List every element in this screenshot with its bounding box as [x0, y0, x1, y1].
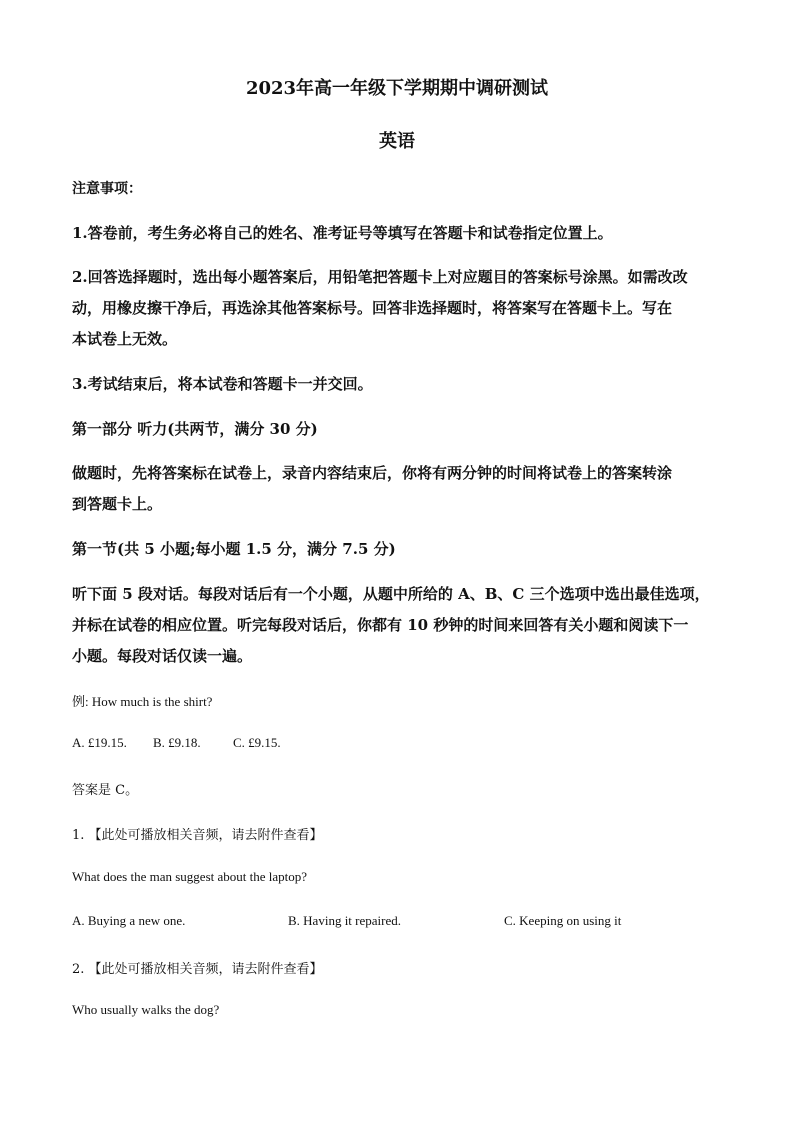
question-1-option-a: A. Buying a new one. [72, 913, 186, 928]
question-1-audio-link[interactable]: 1. 【此处可播放相关音频，请去附件查看】 [72, 828, 323, 843]
question-1-option-b: B. Having it repaired. [288, 913, 401, 928]
question-1-option-c: C. Keeping on using it [504, 913, 622, 928]
example-option-c: C. £9.15. [233, 735, 281, 750]
example-answer: 答案是 C。 [72, 783, 139, 798]
notes-item-2-line-2: 动，用橡皮擦干净后，再选涂其他答案标号。回答非选择题时，将答案写在答题卡上。写在 [72, 299, 673, 317]
question-1-text: What does the man suggest about the laptop? [72, 869, 308, 884]
example-option-b: B. £9.18. [153, 735, 201, 750]
example-question: 例: How much is the shirt? [72, 694, 213, 709]
subject-title: 英语 [379, 131, 415, 152]
question-2-text: Who usually walks the dog? [72, 1002, 220, 1017]
section1-instructions-line-1: 听下面 5 段对话。每段对话后有一个小题，从题中所给的 A、B、C 三个选项中选出最佳选项， [72, 585, 710, 603]
question-1-options [72, 913, 722, 931]
question-2-audio-link[interactable]: 2. 【此处可播放相关音频，请去附件查看】 [72, 962, 323, 977]
notes-item-2-line-3: 本试卷上无效。 [72, 330, 178, 348]
section1-heading: 第一节(共 5 小题;每小题 1.5 分，满分 7.5 分) [72, 540, 396, 558]
example-options [72, 735, 722, 753]
example-option-a: A. £19.15. [72, 735, 127, 750]
exam-title: 2023年高一年级下学期期中调研测试 [245, 78, 549, 99]
notes-heading: 注意事项： [72, 181, 142, 197]
section1-instructions-line-2: 并标在试卷的相应位置。听完每段对话后，你都有 10 秒钟的时间来回答有关小题和阅读下一 [72, 616, 689, 634]
notes-item-2-line-1: 2.回答选择题时，选出每小题答案后，用铅笔把答题卡上对应题目的答案标号涂黑。如需改改 [72, 268, 688, 286]
notes-item-3: 3.考试结束后，将本试卷和答题卡一并交回。 [72, 375, 373, 393]
part1-instructions-line-1: 做题时，先将答案标在试卷上，录音内容结束后，你将有两分钟的时间将试卷上的答案转涂 [72, 464, 673, 482]
section1-instructions-line-3: 小题。每段对话仅读一遍。 [72, 647, 253, 665]
notes-item-1: 1.答卷前，考生务必将自己的姓名、准考证号等填写在答题卡和试卷指定位置上。 [72, 224, 613, 242]
part1-instructions-line-2: 到答题卡上。 [72, 495, 163, 513]
part1-heading: 第一部分 听力(共两节，满分 30 分) [72, 420, 318, 438]
